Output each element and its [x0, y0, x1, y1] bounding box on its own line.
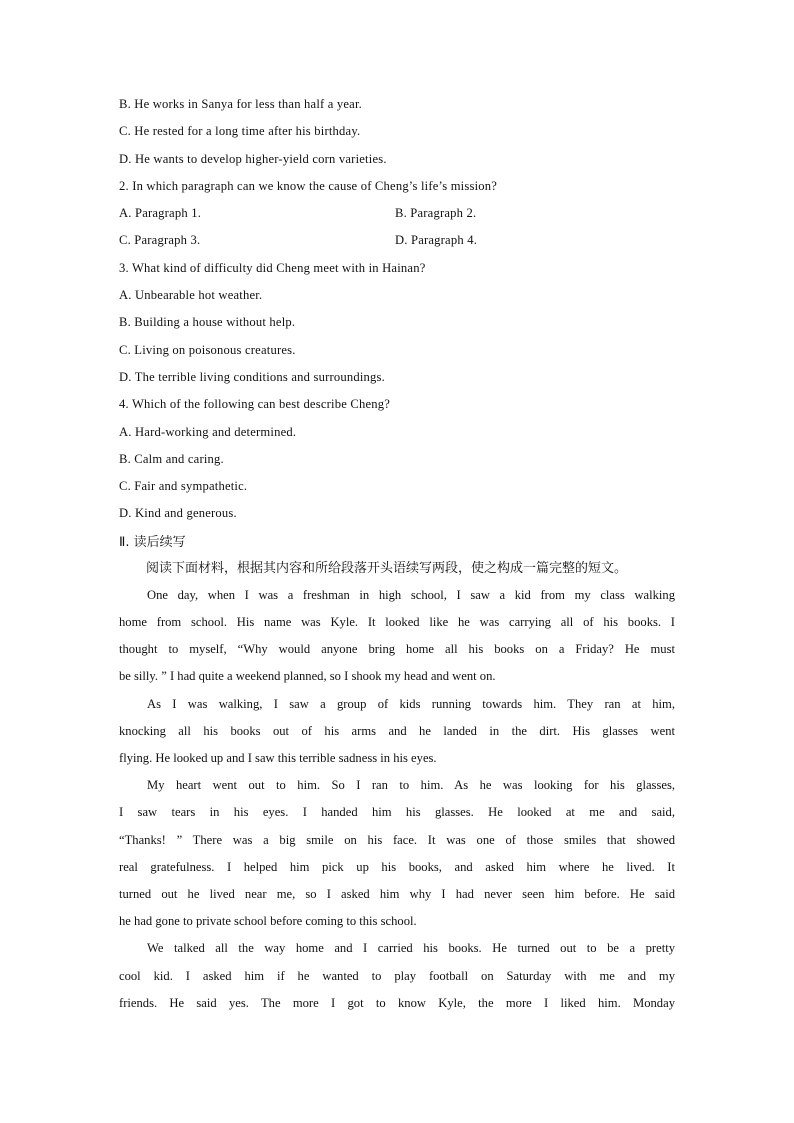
passage-paragraph-3: [119, 772, 675, 935]
document-page: [119, 91, 675, 1017]
passage-line: One day, when I was a freshman in high school, I saw a kid from my class walking: [147, 587, 675, 602]
q2-option-b: B. Paragraph 2.: [395, 206, 477, 221]
passage-line: My heart went out to him. So I ran to him. As he was looking for his glasses,: [147, 778, 675, 793]
q2-options-row-2: [119, 227, 675, 254]
passage-paragraph-1: [119, 582, 675, 691]
q1-option-c: C. He rested for a long time after his birthday.: [119, 124, 361, 139]
passage-line: home from school. His name was Kyle. It looked like he was carrying all of his books. I: [119, 614, 675, 629]
q2-options-row-1: [119, 200, 675, 227]
passage-line: knocking all his books out of his arms and he landed in the dirt. His glasses went: [119, 723, 675, 738]
section-instruction: 阅读下面材料，根据其内容和所给段落开头语续写两段，使之构成一篇完整的短文。: [146, 560, 628, 576]
passage-line: be silly. ” I had quite a weekend planned, so I shook my head and went on.: [119, 669, 496, 684]
q4-option-d: D. Kind and generous.: [119, 506, 237, 521]
passage-line: We talked all the way home and I carried his books. He turned out to be a pretty: [147, 941, 675, 956]
q4-option-a: A. Hard-working and determined.: [119, 424, 297, 439]
passage-line: As I was walking, I saw a group of kids running towards him. They ran at him,: [147, 696, 675, 711]
q3-option-a: A. Unbearable hot weather.: [119, 288, 263, 303]
passage-line: cool kid. I asked him if he wanted to play football on Saturday with me and my: [119, 968, 675, 983]
passage-line: he had gone to private school before coming to this school.: [119, 914, 417, 929]
q4-stem: 4. Which of the following can best describe Cheng?: [119, 397, 391, 412]
q2-stem: 2. In which paragraph can we know the cause of Cheng’s life’s mission?: [119, 178, 498, 193]
passage-line: real gratefulness. I helped him pick up his books, and asked him where he lived. It: [119, 859, 675, 874]
q1-option-b: B. He works in Sanya for less than half a year.: [119, 97, 363, 111]
passage-line: “Thanks! ” There was a big smile on his face. It was one of those smiles that showed: [119, 832, 675, 847]
q2-option-c: C. Paragraph 3.: [119, 233, 201, 248]
passage-line: turned out he lived near me, so I asked him why I had never seen him before. He said: [119, 886, 675, 901]
q3-option-b: B. Building a house without help.: [119, 315, 296, 330]
q1-option-d: D. He wants to develop higher-yield corn varieties.: [119, 151, 387, 166]
q3-option-d: D. The terrible living conditions and surroundings.: [119, 369, 386, 384]
q4-option-c: C. Fair and sympathetic.: [119, 479, 248, 494]
q3-option-c: C. Living on poisonous creatures.: [119, 342, 296, 357]
q3-stem: 3. What kind of difficulty did Cheng meet with in Hainan?: [119, 260, 426, 275]
passage-line: thought to myself, “Why would anyone bring home all his books on a Friday? He must: [119, 642, 675, 657]
section-heading: [119, 528, 675, 555]
section-title: . 读后续写: [125, 534, 186, 550]
q4-option-b: B. Calm and caring.: [119, 451, 224, 466]
passage-paragraph-4: [119, 935, 675, 1017]
q2-option-a: A. Paragraph 1.: [119, 206, 202, 221]
passage-line: I saw tears in his eyes. I handed him his glasses. He looked at me and said,: [119, 805, 675, 820]
passage-paragraph-2: [119, 691, 675, 773]
section-numeral: Ⅱ: [119, 533, 126, 549]
passage-line: friends. He said yes. The more I got to know Kyle, the more I liked him. Monday: [119, 995, 675, 1010]
passage-line: flying. He looked up and I saw this terrible sadness in his eyes.: [119, 750, 437, 765]
q2-option-d: D. Paragraph 4.: [395, 233, 478, 248]
